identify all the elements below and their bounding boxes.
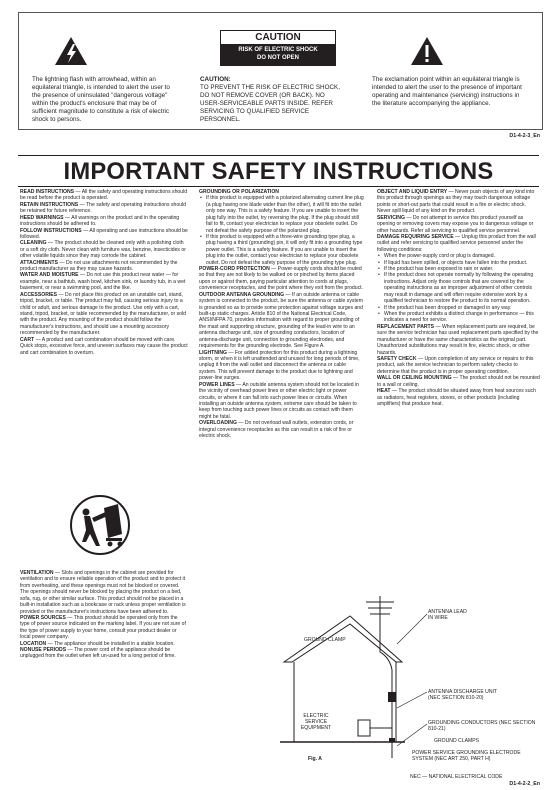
grounding-polarization: GROUNDING OR POLARIZATION <box>199 189 279 195</box>
nonuse-periods: NONUSE PERIODS — The power cord of the appliance should be unplugged from the outlet when left un-used for a long period of time. <box>20 647 176 660</box>
cart: CART — A product and cart combination should be moved with care. Quick stops, excessive force, and uneven surfaces may cause the product and cart combination to overturn. <box>20 336 188 356</box>
damage-bullet-2: • If liquid has been spilled, or objects have fallen into the product. <box>377 260 540 266</box>
caution-text <box>200 76 345 125</box>
discharge-unit-label: ANTENNA DISCHARGE UNIT (NEC SECTION 810-20) <box>428 689 497 701</box>
heed-warnings: HEED WARNINGS — All warnings on the product and in the operating instructions should be adhered to. <box>20 214 180 228</box>
wall-ceiling-mounting: WALL OR CEILING MOUNTING — The product should not be mounted to a wall or ceiling. <box>377 375 540 388</box>
column-2 <box>199 189 364 439</box>
safety-check: SAFETY CHECK — Upon completion of any service or repairs to this product, ask the service technician to perform safety checks to determine that the product is in proper operating condition. <box>377 355 534 375</box>
damage-bullet-4: • If the product does not operate normally by following the operating instructions. Adjust only those controls that are covered by the operating instructions as an improper adjustment of other controls may result in damage and will often require extensive work by a qualified technician to restore the product to its normal operation. <box>377 272 540 304</box>
electric-service-label: ELECTRIC SERVICE EQUIPMENT <box>300 713 332 731</box>
power-sources: POWER SOURCES — This product should be operated only from the type of power source indicated on the marking label. If you are not sure of the type of power supply to your home, consult your product dealer or local power company. <box>20 614 186 641</box>
caution-label <box>220 30 336 66</box>
antenna-lead-label: ANTENNA LEAD IN WIRE <box>428 609 467 621</box>
title-rule-top <box>18 155 539 156</box>
title-rule-bottom <box>18 186 539 187</box>
exclamation-warning-icon <box>410 36 444 66</box>
grounding-bullet-2: • If this product is equipped with a three-wire grounding type plug, a plug having a third (grounding) pin, it will only fit into a grounding type power outlet. This is a safety feature. If you are unable to insert the plug into the outlet, contact your electrician to replace your obsolete outlet. Do not defeat the safety purpose of the grounding type plug. <box>199 234 364 266</box>
column-1-lower <box>20 570 188 660</box>
grounding-electrode-label: POWER SERVICE GROUNDING ELECTRODE SYSTEM (NEC ART 250, PART H) <box>412 750 521 762</box>
attachments: ATTACHMENTS — Do not use attachments not recommended by the product manufacturer as they may cause hazards. <box>20 259 178 273</box>
caution-label-subtitle <box>221 44 335 66</box>
damage-bullet-5: • If the product has been dropped or damaged in any way. <box>377 305 540 311</box>
ventilation: VENTILATION — Slots and openings in the cabinet are provided for ventilation and to ensure reliable operation of the product and to protect it from overheating, and these openings must not be blocked or covered. The openings should never be blocked by placing the product on a bed, sofa, rug, or other similar surface. This product should not be placed in a built-in installation such as a bookcase or rack unless proper ventilation is provided or the manufacturer's instructions have been adhered to. <box>20 570 186 615</box>
damage-requiring-service: DAMAGE REQUIRING SERVICE — Unplug this product from the wall outlet and refer servicing to qualified service personnel under the following conditions: <box>377 233 536 253</box>
lightning-warning-icon <box>54 36 88 66</box>
damage-bullet-1: • When the power-supply cord or plug is damaged. <box>377 253 540 259</box>
replacement-parts: REPLACEMENT PARTS — When replacement parts are required, be sure the service technician has used replacement parts specified by the manufacturer or have the same characteristics as the original part. Unauthorized substitutions may result in fire, electric shock, or other hazards. <box>377 323 539 356</box>
column-3 <box>377 189 540 407</box>
cleaning: CLEANING — The product should be cleaned only with a polishing cloth or a soft dry cloth. Never clean with furniture wax, benzine, insecticides or other volatile liquids since they may corrode the cabinet. <box>20 240 186 260</box>
accessories: ACCESSORIES — Do not place this product on an unstable cart, stand, tripod, bracket, or table. The product may fall, causing serious injury to a child or adult, and serious damage to the product. Use only with a cart, stand, tripod, bracket, or table recommended by the manufacturer, or sold with the product. Any mounting of the product should follow the manufacturer's instructions, and should use a mounting accessory recommended by the manufacturer. <box>20 291 186 337</box>
caution-text-title: CAUTION: <box>200 76 231 83</box>
top-code: D1-4-2-3_En <box>509 133 540 139</box>
exclamation-warning-text: The exclamation point within an equilateral triangle is intended to alert the user to the presence of important operating and maintenance (servicing) instructions in the literature accompanying the appliance. <box>372 76 522 108</box>
location: LOCATION — The appliance should be installed in a stable location. <box>20 640 175 647</box>
damage-bullet-6: • When the product exhibits a distinct change in performance — this indicates a need for service. <box>377 311 540 324</box>
grounding-bullet-1: • If this product is equipped with a polarized alternating current line plug (a plug having one blade wider than the other), it will fit into the outlet only one way. This is a safety feature. If you are unable to insert the plug fully into the outlet, try reversing the plug. If the plug should still fail to fit, contact your electrician to replace your obsolete outlet. Do not defeat the safety purpose of the polarized plug. <box>199 195 364 234</box>
lightning: LIGHTNING — For added protection for this product during a lightning storm, or when it is left unattended and unused for long periods of time, unplug it from the wall outlet and disconnect the antenna or cable system. This will prevent damage to the product due to lightning and power-line surges. <box>199 349 360 382</box>
heat: HEAT — The product should be situated away from heat sources such as radiators, heat registers, stoves, or other products (including amplifiers) that produce heat. <box>377 388 536 407</box>
page-title: IMPORTANT SAFETY INSTRUCTIONS <box>63 158 494 185</box>
figure-caption: Fig. A <box>308 756 322 762</box>
grounding-conductors-label: GROUNDING CONDUCTORS (NEC SECTION 810-21) <box>428 720 536 732</box>
caution-label-title: CAUTION <box>221 31 335 44</box>
water-and-moisture: WATER AND MOISTURE — Do not use this product near water — for example, near a bathtub, wash bowl, kitchen sink, or laundry tub, in a wet basement, or near a swimming pool, and the like. <box>20 272 186 292</box>
lightning-warning-text: The lightning flash with arrowhead, within an equilateral triangle, is intended to alert the user to the presence of uninsulated "dangerous voltage" within the product's enclosure that may be of sufficient magnitude to constitute a risk of electric shock to persons. <box>32 76 170 124</box>
cart-tipover-icon <box>70 494 130 556</box>
outdoor-antenna-grounding: OUTDOOR ANTENNA GROUNDING — If an outside antenna or cable system is connected to the product, be sure the antenna or cable system is grounded so as to provide some protection against voltage surges and built-up static charges. Article 810 of the National Electrical Code, ANSI/NFPA 70, provides information with regard to proper grounding of the mast and supporting structure, grounding of the lead-in wire to an antenna discharge unit, size of grounding conductors, location of antenna-discharge unit, connection to grounding electrodes, and requirements for the grounding electrode. See Figure A. <box>199 291 363 350</box>
antenna-grounding-diagram <box>280 592 405 764</box>
retain-instructions: RETAIN INSTRUCTIONS — The safety and operating instructions should be retained for future reference. <box>20 201 186 215</box>
overloading: OVERLOADING — Do not overload wall outlets, extension cords, or integral convenience receptacles as this can result in a risk of fire or electric shock. <box>199 420 354 440</box>
column-1 <box>20 189 188 356</box>
bottom-code: D1-4-2-2_En <box>509 781 540 787</box>
ground-clamps-label: GROUND CLAMPS <box>434 738 480 744</box>
servicing: SERVICING — Do not attempt to service this product yourself as opening or removing covers may expose you to dangerous voltage or other hazards. Refer all servicing to qualified service personnel. <box>377 214 534 234</box>
read-instructions: READ INSTRUCTIONS — All the safety and operating instructions should be read before the product is operated. <box>20 189 188 202</box>
caution-text-body: TO PREVENT THE RISK OF ELECTRIC SHOCK, DO NOT REMOVE COVER (OR BACK). NO USER-SERVICEABLE PARTS INSIDE. REFER SERVICING TO QUALIFIED SERVICE PERSONNEL. <box>200 84 340 124</box>
power-lines: POWER LINES — An outside antenna system should not be located in the vicinity of overhead power lines or other electric light or power circuits, or where it can fall into such power lines or circuits. When installing an outside antenna system, extreme care should be taken to keep from touching such power lines or circuits as contact with them might be fatal. <box>199 381 359 420</box>
caution-line2: DO NOT OPEN <box>256 54 299 61</box>
damage-bullet-3: • If the product has been exposed to rain or water. <box>377 266 540 272</box>
object-liquid-entry: OBJECT AND LIQUID ENTRY — Never push objects of any kind into this product through openings as they may touch dangerous voltage points or short-out parts that could result in a fire or electric shock. Never spill liquid of any kind on the product. <box>377 189 535 215</box>
caution-line1: RISK OF ELECTRIC SHOCK <box>238 47 318 53</box>
diagram-leader-lines <box>395 600 435 750</box>
nec-label: NEC — NATIONAL ELECTRICAL CODE <box>410 774 503 780</box>
ground-clamp-label: GROUND CLAMP <box>304 637 346 643</box>
follow-instructions: FOLLOW INSTRUCTIONS — All operating and use instructions should be followed. <box>20 227 188 240</box>
power-cord-protection: POWER-CORD PROTECTION — Power-supply cords should be routed so that they are not likely to be walked on or pinched by items placed upon or against them, paying particular attention to cords at plugs, convenience receptacles, and the point where they exit from the product. <box>199 266 363 292</box>
